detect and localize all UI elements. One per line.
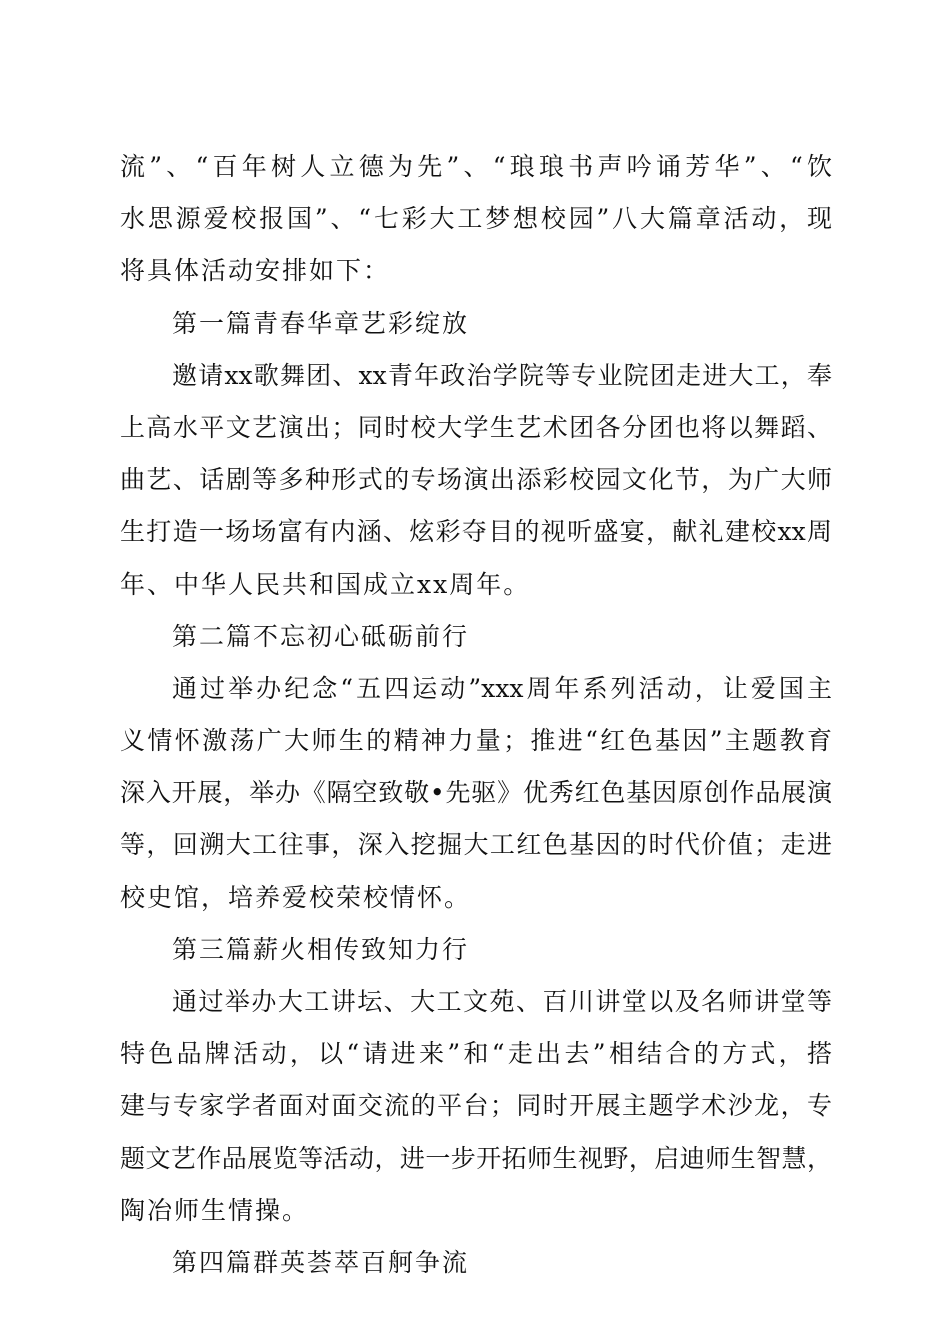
- text-line-3: 将具体活动安排如下：: [120, 256, 391, 286]
- text-line-11: 通过举办纪念“五四运动”xxx周年系列活动，让爱国主: [172, 673, 832, 703]
- text-line-1: 流”、“百年树人立德为先”、“琅琅书声吟诵芳华”、“饮: [120, 152, 832, 181]
- text-line-2: 水思源爱校报国”、“七彩大工梦想校园”八大篇章活动，现: [120, 204, 832, 234]
- section-heading-3: 第三篇薪火相传致知力行: [172, 934, 470, 964]
- document-body: [120, 141, 832, 1289]
- text-line-8: 生打造一场场富有内涵、炫彩夺目的视听盛宴，献礼建校xx周: [120, 517, 832, 547]
- text-line-5: 邀请xx歌舞团、xx青年政治学院等专业院团走进大工，奉: [172, 360, 832, 390]
- text-line-7: 曲艺、话剧等多种形式的专场演出添彩校园文化节，为广大师: [120, 465, 832, 495]
- text-line-12: 义情怀激荡广大师生的精神力量；推进“红色基因”主题教育: [120, 726, 832, 756]
- text-line-21: 陶冶师生情操。: [120, 1195, 310, 1225]
- section-heading-4: 第四篇群英荟萃百舸争流: [172, 1247, 470, 1277]
- text-line-17: 通过举办大工讲坛、大工文苑、百川讲堂以及名师讲堂等: [172, 987, 832, 1016]
- section-heading-2: 第二篇不忘初心砥砺前行: [172, 621, 470, 651]
- text-line-13: 深入开展，举办《隔空致敬•先驱》优秀红色基因原创作品展演: [120, 778, 832, 808]
- text-line-14: 等，回溯大工往事，深入挖掘大工红色基因的时代价值；走进: [120, 830, 832, 860]
- section-heading-1: 第一篇青春华章艺彩绽放: [172, 308, 470, 338]
- text-line-18: 特色品牌活动，以“请进来”和“走出去”相结合的方式，搭: [120, 1039, 832, 1069]
- text-line-20: 题文艺作品展览等活动，进一步开拓师生视野，启迪师生智慧，: [120, 1143, 832, 1173]
- text-line-6: 上高水平文艺演出；同时校大学生艺术团各分团也将以舞蹈、: [120, 412, 832, 442]
- text-line-15: 校史馆，培养爱校荣校情怀。: [120, 882, 472, 912]
- text-line-19: 建与专家学者面对面交流的平台；同时开展主题学术沙龙，专: [120, 1091, 832, 1121]
- text-line-9: 年、中华人民共和国成立xx周年。: [120, 569, 531, 599]
